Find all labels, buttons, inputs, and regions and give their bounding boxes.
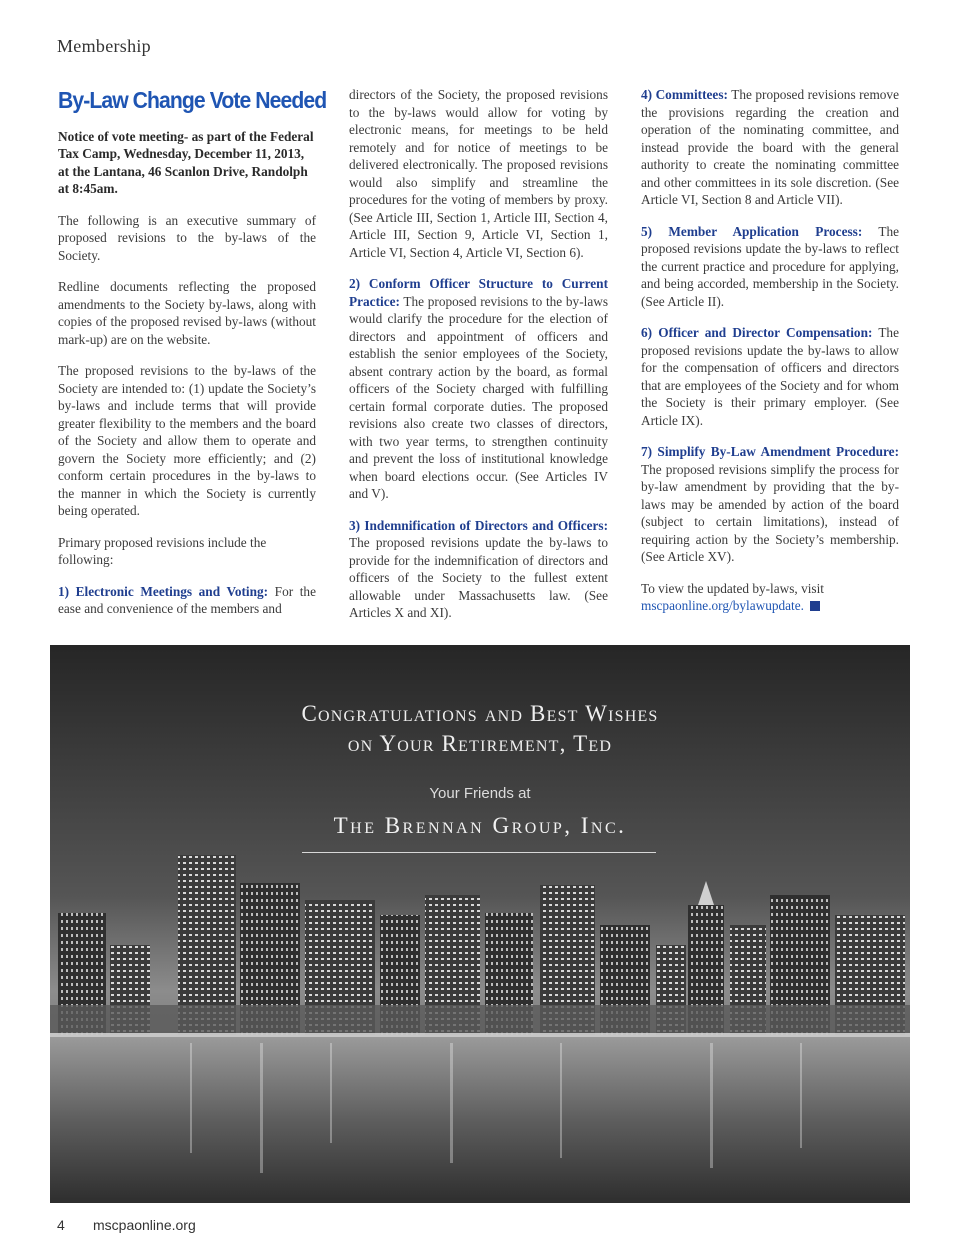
item-7-text: The proposed revisions simplify the process for by-law amendment by providing that the by-laws may be amended by action of the board (subject to certain limitations), instead of requiring action by the Society’s membership. (See Article XV). (641, 461, 899, 564)
item-6-text: The proposed revisions update the by-laws to allow for the compensation of officers and directors that are employees of the Society and for whom the Society is their primary employer. (See Article IX). (641, 325, 899, 428)
item-2-heading: 2) Conform Officer Structure to Current Practice: (349, 276, 608, 309)
item-5-heading: 5) Member Application Process: (641, 223, 863, 239)
end-mark-icon (810, 601, 820, 611)
item-1-heading: 1) Electronic Meetings and Voting: (58, 583, 269, 599)
column-2 (349, 86, 608, 636)
item-member-application (641, 223, 899, 311)
footer-url: mscpaonline.org (93, 1217, 196, 1233)
view-bylaws (641, 580, 899, 615)
item-7-heading: 7) Simplify By-Law Amendment Procedure: (641, 444, 899, 459)
item-committees (641, 86, 899, 209)
ad-friends: Your Friends at (429, 785, 531, 802)
item-3-text: The proposed revisions update the by-laws to provide for the indemnification of directors and officers of the Society to the fullest extent allowable under Massachusetts law. (See Articles X and XI). (349, 535, 608, 620)
item-4-text: The proposed revisions remove the provisions regarding the creation and operation of the nominating committee, and instead provide the board with the general authority to create the nominating committee and other committees in its sole discretion. (See Article VI, Section 8 and Article VII). (641, 87, 899, 207)
item-indemnification (349, 517, 608, 622)
bylaw-update-link[interactable]: mscpaonline.org/bylawupdate. (641, 598, 804, 613)
item-electronic-meetings (58, 583, 316, 618)
page-number: 4 (57, 1217, 65, 1233)
column-1 (58, 87, 327, 618)
paragraph-primary: Primary proposed revisions include the following: (58, 534, 267, 567)
paragraph-summary: The following is an executive summary of proposed revisions to the by-laws of the Society. (58, 212, 316, 263)
item-2-text: The proposed revisions to the by-laws would clarify the procedure for the election of directors and appointment of officers and establish the senior employees of the Society, absent contrary action by the board, as formal officers of the Society charged with fulfilling certain formal corporate duties. The proposed revisions also create two classes of directors, with two year terms, to strengthen continuity and prevent the loss of institutional knowledge when board elections occur. (See Articles IV and V). (349, 293, 608, 501)
item-3-heading: 3) Indemnification of Directors and Officers: (349, 517, 608, 533)
item-4-heading: 4) Committees: (641, 87, 728, 102)
article-title: By-Law Change Vote Needed (58, 87, 327, 113)
ad-congratulations: Congratulations and Best Wishes (301, 701, 659, 726)
item-compensation (641, 324, 899, 429)
city-skyline-image (50, 645, 910, 1203)
paragraph-purpose: The proposed revisions to the by-laws of the Society are intended to: (1) update the Society’s by-laws and include terms that will provide greater flexibility to the members and the board of the Society and allow them to operate and govern the Society more efficiently; and (2) conform certain procedures in the by-laws to the manner in which the Society is currently being operated. (58, 363, 316, 518)
item-amendment-procedure (641, 443, 899, 566)
ad-retirement: on Your Retirement, Ted (347, 731, 613, 756)
ad-company-name: The Brennan Group, Inc. (333, 813, 627, 838)
view-bylaws-text: To view the updated by-laws, visit (641, 580, 824, 596)
retirement-ad (50, 645, 910, 1203)
item-6-heading: 6) Officer and Director Compensation: (641, 325, 873, 340)
item-officer-structure (349, 275, 608, 503)
meeting-notice: Notice of vote meeting- as part of the Federal Tax Camp, Wednesday, December 11, 2013, at the Lantana, 46 Scanlon Drive, Randolph at 8:45am. (58, 128, 314, 196)
item-1-continued: directors of the Society, the proposed revisions to the by-laws would allow for voting by electronic means, for meetings to be held remotely and for notice of meetings to be delivered electronically. The proposed revisions would also simplify and streamline the procedures for the voting of members by proxy. (See Article III, Section 1, Article III, Section 4, Article III, Section 9, Article VI, Section 1, Article VI, Section 4, Article VI, Section 6). (349, 87, 608, 260)
section-label: Membership (57, 36, 151, 56)
column-3 (641, 86, 899, 629)
paragraph-redline: Redline documents reflecting the proposed amendments to the Society by-laws, along with copies of the proposed revised by-laws (without mark-up) are on the website. (58, 279, 316, 347)
item-1-text: For the ease and convenience of the members and (58, 583, 316, 616)
ad-divider (302, 852, 656, 853)
item-5-text: The proposed revisions update the by-laws to reflect the current practice and procedure for applying, and being accorded, membership in the Society. (See Article II). (641, 223, 900, 309)
